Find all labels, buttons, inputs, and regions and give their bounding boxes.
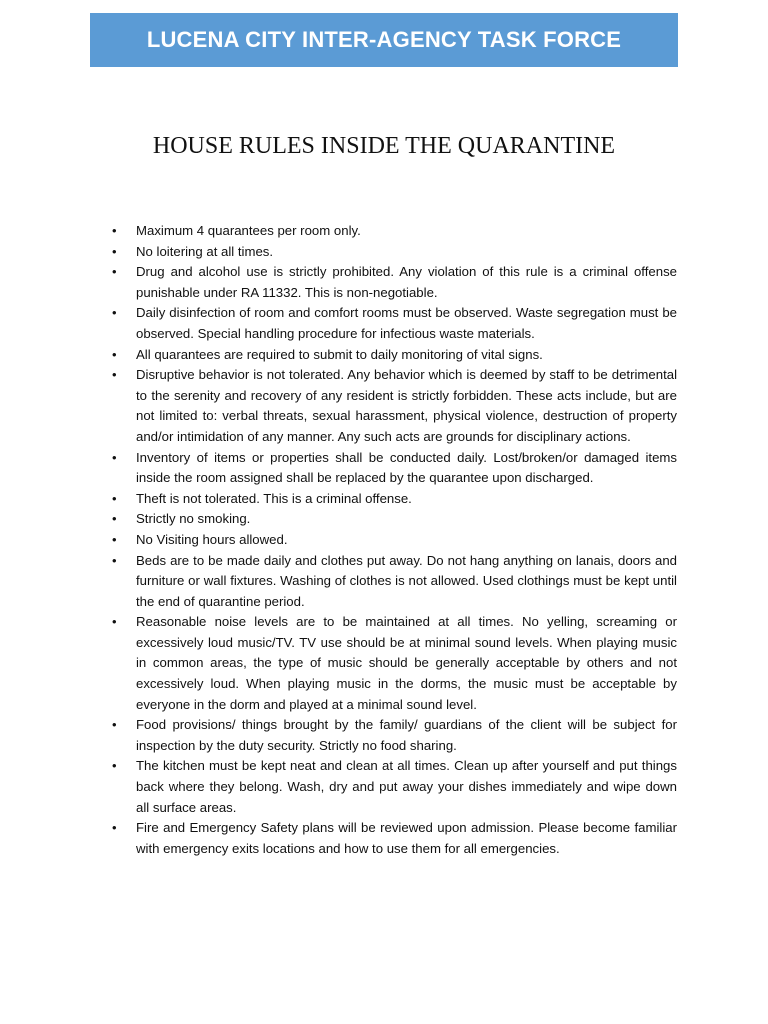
rule-text: Disruptive behavior is not tolerated. Any behavior which is deemed by staff to be detrimental to the serenity and recovery of any resident is strictly forbidden. These acts include, but are not limited to: verbal threats, sexual harassment, physical violence, destruction of property and/or intimidation of any manner. Any such acts are grounds for disciplinary actions.: [136, 367, 677, 444]
bullet-icon: •: [112, 717, 117, 733]
banner-title: LUCENA CITY INTER-AGENCY TASK FORCE: [146, 27, 622, 52]
rule-text: Maximum 4 quarantees per room only.: [136, 223, 361, 238]
rule-text: Inventory of items or properties shall be conducted daily. Lost/broken/or damaged items inside the room assigned shall be replaced by the quarantee upon discharged.: [136, 449, 677, 486]
bullet-icon: •: [112, 305, 117, 321]
rule-item: [110, 242, 677, 263]
rule-text: Fire and Emergency Safety plans will be reviewed upon admission. Please become familiar with emergency exits locations and how to use them for all emergencies.: [136, 820, 677, 856]
rule-text: Food provisions/ things brought by the family/ guardians of the client will be subject for inspection by the duty security. Strictly no food sharing.: [136, 717, 677, 753]
bullet-icon: •: [112, 264, 117, 280]
bullet-icon: •: [112, 552, 117, 568]
rule-item: [110, 530, 677, 551]
bullet-icon: •: [112, 223, 117, 238]
page-title: HOUSE RULES INSIDE THE QUARANTINE: [152, 133, 616, 159]
bullet-icon: •: [112, 820, 117, 836]
rule-text: Reasonable noise levels are to be maintained at all times. No yelling, screaming or excessively loud music/TV. TV use should be at minimal sound levels. When playing music in common areas, the type of music should be generally acceptable by others and not excessively loud. When playing music in the dorms, the music must be acceptable by everyone in the dorm and played at a minimal sound level.: [136, 614, 677, 712]
rule-text: All quarantees are required to submit to daily monitoring of vital signs.: [136, 346, 543, 362]
bullet-icon: •: [112, 490, 117, 506]
rule-text: Beds are to be made daily and clothes put away. Do not hang anything on lanais, doors and furniture or wall fixtures. Washing of clothes is not allowed. Used clothings must be kept until the end of quarantine period.: [136, 552, 677, 609]
bullet-icon: •: [112, 367, 117, 383]
rule-text: No loitering at all times.: [136, 243, 274, 259]
house-rules-list: [110, 221, 677, 859]
rule-text: Strictly no smoking.: [136, 511, 251, 527]
header-banner: [90, 13, 678, 67]
rule-text: The kitchen must be kept neat and clean at all times. Clean up after yourself and put things back where they belong. Wash, dry and put away your dishes immediately and wipe down all surface areas.: [136, 758, 677, 815]
rule-item: [110, 818, 677, 859]
bullet-icon: •: [112, 614, 117, 630]
rule-text: No Visiting hours allowed.: [136, 531, 288, 547]
rule-item: [110, 262, 677, 303]
rule-item: [110, 303, 677, 344]
bullet-icon: •: [112, 758, 117, 774]
rule-item: [110, 612, 677, 715]
rule-text: Theft is not tolerated. This is a criminal offense.: [136, 490, 412, 506]
rule-item: [110, 715, 677, 756]
bullet-icon: •: [112, 243, 117, 259]
bullet-icon: •: [112, 449, 117, 465]
rule-item: [110, 365, 677, 447]
rule-item: [110, 448, 677, 489]
bullet-icon: •: [112, 531, 117, 547]
bullet-icon: •: [112, 346, 117, 362]
rule-item: [110, 345, 677, 366]
rule-item: [110, 509, 677, 530]
rule-item: [110, 221, 677, 242]
rule-text: Drug and alcohol use is strictly prohibited. Any violation of this rule is a criminal offense punishable under RA 11332. This is non-negotiable.: [136, 264, 677, 300]
rule-text: Daily disinfection of room and comfort rooms must be observed. Waste segregation must be observed. Special handling procedure for infectious waste materials.: [136, 305, 677, 341]
rule-item: [110, 756, 677, 818]
bullet-icon: •: [112, 511, 117, 527]
rule-item: [110, 551, 677, 613]
rule-item: [110, 489, 677, 510]
